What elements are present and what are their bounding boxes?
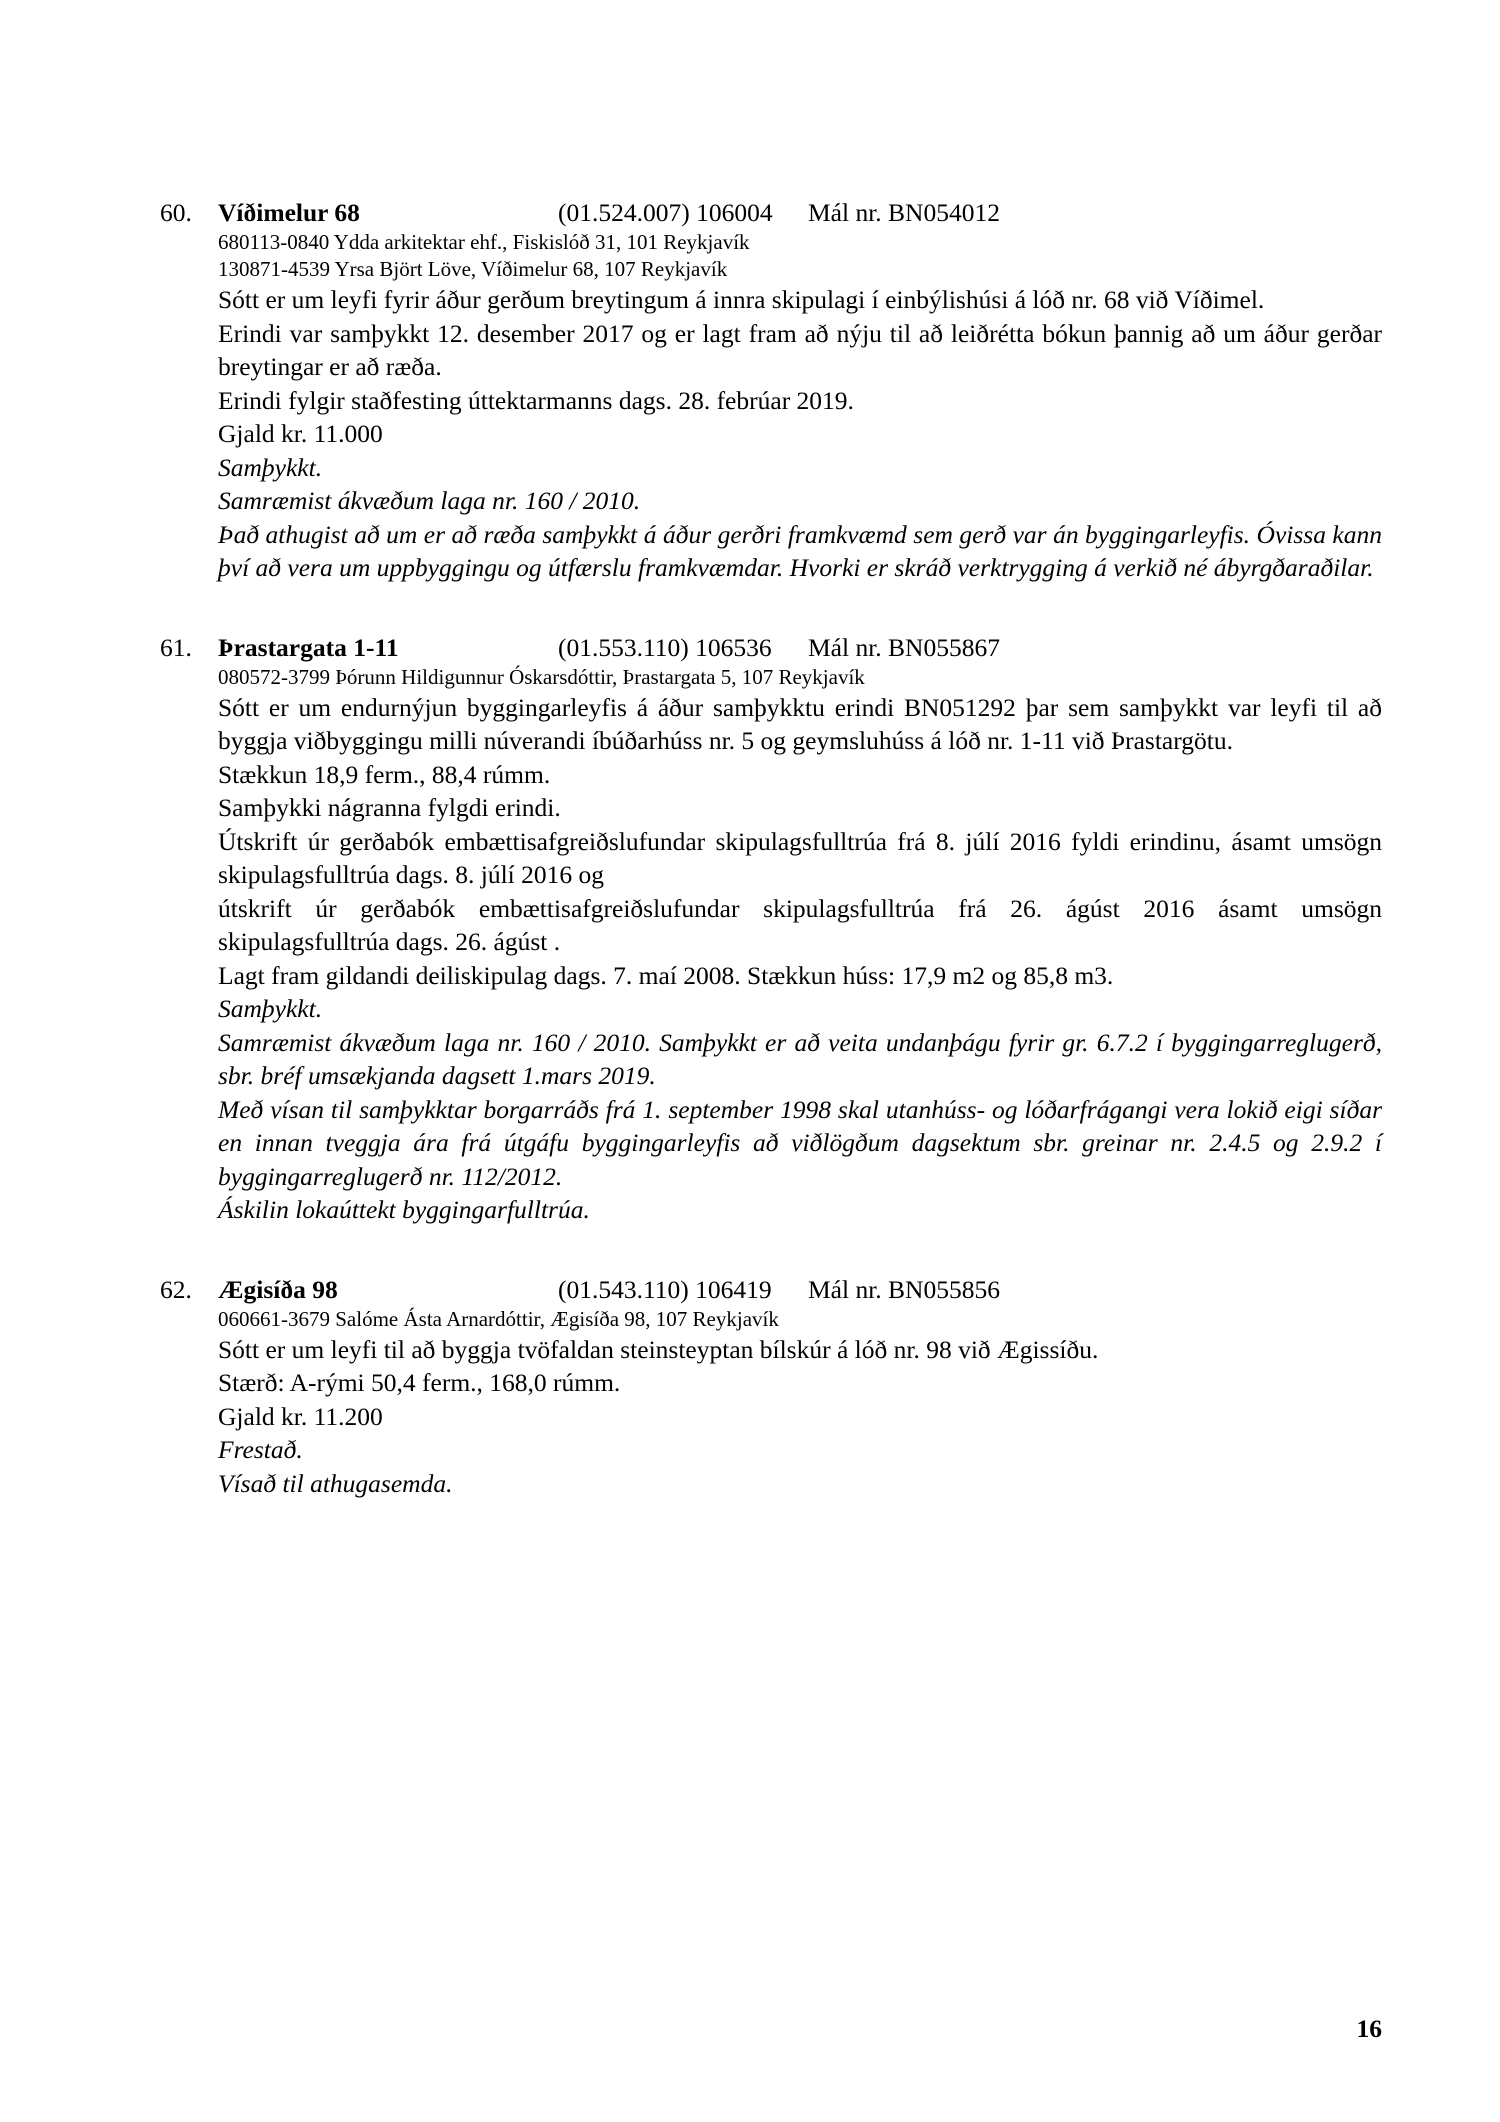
entry-note: Með vísan til samþykktar borgarráðs frá 1. september 1998 skal utanhúss- og lóðarfrágangi vera lokið eigi síðar en innan tveggja ára frá útgáfu byggingarleyfis að viðlögðum dagsektum sbr. greinar nr. 2.4.5 og 2.9.2 í byggingarreglugerð nr. 112/2012. xyxy=(218,1094,1382,1191)
entry-body xyxy=(218,1273,1382,1501)
agenda-entry xyxy=(160,631,1382,1227)
entry-note: Áskilin lokaúttekt byggingarfulltrúa. xyxy=(218,1195,590,1224)
entry-applicant: 680113-0840 Ydda arkitektar ehf., Fiskislóð 31, 101 Reykjavík xyxy=(218,230,750,254)
agenda-entry xyxy=(160,1273,1382,1501)
entry-number: 60. xyxy=(160,198,192,227)
entry-header xyxy=(218,196,1382,229)
entry-header xyxy=(218,631,1382,664)
entry-note: Það athugist að um er að ræða samþykkt á áður gerðri framkvæmd sem gerð var án byggingarleyfis. Óvissa kann því að vera um uppbyggingu og útfærslu framkvæmdar. Hvorki er skráð verktrygging á verkið né ábyrgðaraðilar. xyxy=(218,519,1382,582)
entry-note: Samræmist ákvæðum laga nr. 160 / 2010. Samþykkt er að veita undanþágu fyrir gr. 6.7.2 í byggingarreglugerð, sbr. bréf umsækjanda dagsett 1.mars 2019. xyxy=(218,1027,1382,1090)
entry-paragraph: Stækkun 18,9 ferm., 88,4 rúmm. xyxy=(218,759,551,789)
entry-body xyxy=(218,196,1382,585)
entry-paragraph: Stærð: A-rými 50,4 ferm., 168,0 rúmm. xyxy=(218,1368,621,1397)
entry-header xyxy=(218,1273,1382,1306)
entry-decision: Samþykkt. xyxy=(218,452,323,482)
entry-applicant: 130871-4539 Yrsa Björt Löve, Víðimelur 68, 107 Reykjavík xyxy=(218,257,728,281)
entry-paragraph: Sótt er um endurnýjun byggingarleyfis á áður samþykktu erindi BN051292 þar sem samþykkt var leyfi til að byggja viðbyggingu milli núverandi íbúðarhúss nr. 5 og geymsluhúss á lóð nr. 1-11 við Þrastargötu. xyxy=(218,692,1382,755)
entry-body xyxy=(218,631,1382,1227)
entry-number: 61. xyxy=(160,632,192,662)
entry-property-code: (01.524.007) 106004 xyxy=(558,198,773,227)
entry-paragraph: útskrift úr gerðabók embættisafgreiðslufundar skipulagsfulltrúa frá 26. ágúst 2016 ásamt umsögn skipulagsfulltrúa dags. 26. ágúst . xyxy=(218,893,1382,956)
entry-paragraph: Útskrift úr gerðabók embættisafgreiðslufundar skipulagsfulltrúa frá 8. júlí 2016 fyldi erindinu, ásamt umsögn skipulagsfulltrúa dags. 8. júlí 2016 og xyxy=(218,826,1382,889)
entry-decision: Samþykkt. xyxy=(218,994,323,1023)
entry-paragraph: Sótt er um leyfi til að byggja tvöfaldan steinsteyptan bílskúr á lóð nr. 98 við Ægissíðu. xyxy=(218,1334,1099,1364)
entry-paragraph: Samþykki nágranna fylgdi erindi. xyxy=(218,793,561,822)
entry-address: Ægisíða 98 xyxy=(218,1274,338,1304)
entry-case-number: Mál nr. BN055867 xyxy=(808,632,1000,662)
entry-decision: Frestað. xyxy=(218,1435,303,1464)
entry-fee: Gjald kr. 11.000 xyxy=(218,419,383,448)
agenda-entry xyxy=(160,196,1382,585)
entry-paragraph: Lagt fram gildandi deiliskipulag dags. 7. maí 2008. Stækkun húss: 17,9 m2 og 85,8 m3. xyxy=(218,960,1114,990)
entry-property-code: (01.553.110) 106536 xyxy=(558,632,772,662)
entry-property-code: (01.543.110) 106419 xyxy=(558,1274,772,1304)
entry-case-number: Mál nr. BN055856 xyxy=(808,1274,1000,1304)
entry-fee: Gjald kr. 11.200 xyxy=(218,1401,383,1431)
entry-paragraph: Sótt er um leyfi fyrir áður gerðum breytingum á innra skipulagi í einbýlishúsi á lóð nr. 68 við Víðimel. xyxy=(218,285,1265,314)
entry-note: Samræmist ákvæðum laga nr. 160 / 2010. xyxy=(218,486,641,515)
entry-applicant: 080572-3799 Þórunn Hildigunnur Óskarsdóttir, Þrastargata 5, 107 Reykjavík xyxy=(218,664,865,689)
entry-address: Þrastargata 1-11 xyxy=(218,632,399,662)
entry-paragraph: Erindi fylgir staðfesting úttektarmanns dags. 28. febrúar 2019. xyxy=(218,385,854,415)
entry-address: Víðimelur 68 xyxy=(218,198,360,227)
entry-case-number: Mál nr. BN054012 xyxy=(808,198,1000,227)
page-number: 16 xyxy=(1356,2014,1382,2043)
entry-paragraph: Erindi var samþykkt 12. desember 2017 og er lagt fram að nýju til að leiðrétta bókun þannig að um áður gerðar breytingar er að ræða. xyxy=(218,318,1382,381)
entry-note: Vísað til athugasemda. xyxy=(218,1468,453,1498)
entry-number: 62. xyxy=(160,1274,192,1304)
entry-applicant: 060661-3679 Salóme Ásta Arnardóttir, Ægisíða 98, 107 Reykjavík xyxy=(218,1306,779,1331)
